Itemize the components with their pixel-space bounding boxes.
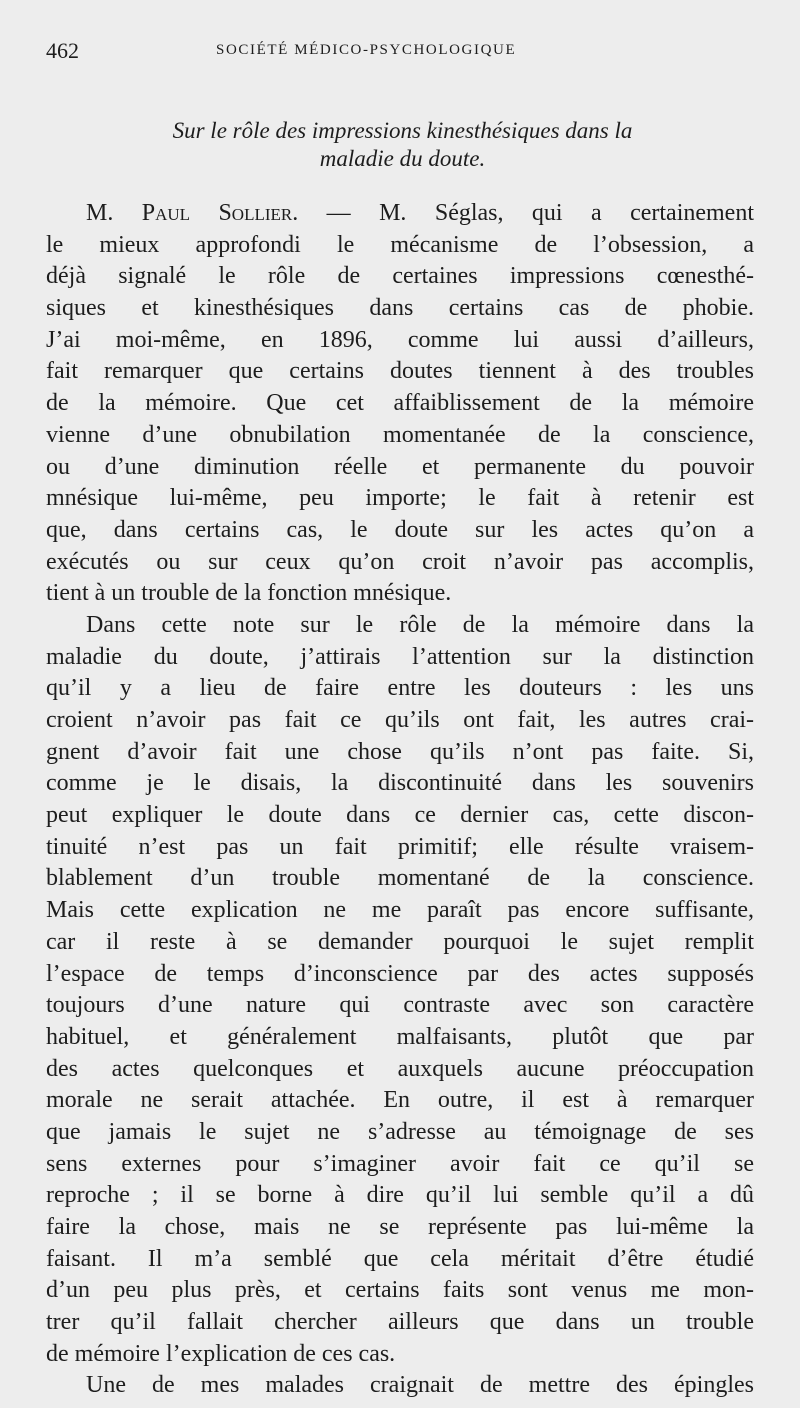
body-line: blablement d’un trouble momentané de la conscience. (46, 865, 754, 892)
section-title-line-1: Sur le rôle des impressions kinesthésiques dans la (172, 118, 633, 143)
article-body (46, 198, 754, 1402)
body-line: siques et kinesthésiques dans certains cas de phobie. (46, 295, 754, 322)
section-title-line-2: maladie du doute. (319, 146, 486, 171)
speaker-name: M. Paul Sollier. (86, 200, 299, 226)
body-line: fait remarquer que certains doutes tiennent à des troubles (46, 358, 754, 385)
body-line: de mémoire l’explication de ces cas. (46, 1340, 396, 1367)
body-line: Dans cette note sur le rôle de la mémoire dans la (86, 611, 754, 638)
body-line: le mieux approfondi le mécanisme de l’obsession, a (46, 231, 754, 258)
body-line: reproche ; il se borne à dire qu’il lui semble qu’il a dû (46, 1182, 754, 1209)
body-line: que jamais le sujet ne s’adresse au témoignage de ses (46, 1118, 754, 1145)
body-line: toujours d’une nature qui contraste avec son caractère (46, 992, 754, 1019)
running-head: SOCIÉTÉ MÉDICO-PSYCHOLOGIQUE (216, 42, 517, 58)
section-title (52, 117, 753, 173)
body-line: comme je le disais, la discontinuité dans les souvenirs (46, 770, 754, 797)
page-number: 462 (46, 38, 79, 63)
body-line: tinuité n’est pas un fait primitif; elle résulte vraisem- (46, 833, 754, 860)
body-line: exécutés ou sur ceux qu’on croit n’avoir pas accomplis, (46, 548, 754, 575)
body-line: peut expliquer le doute dans ce dernier cas, cette discon- (46, 802, 754, 829)
body-line: trer qu’il fallait chercher ailleurs que dans un trouble (46, 1309, 754, 1336)
body-line: faisant. Il m’a semblé que cela méritait d’être étudié (46, 1245, 754, 1272)
body-line: mnésique lui-même, peu importe; le fait à retenir est (46, 485, 754, 512)
body-line: Mais cette explication ne me paraît pas encore suffisante, (46, 897, 754, 924)
body-line (46, 198, 754, 230)
body-line: des actes quelconques et auxquels aucune préoccupation (46, 1055, 754, 1082)
body-line: habituel, et généralement malfaisants, plutôt que par (46, 1023, 754, 1050)
body-line: que, dans certains cas, le doute sur les actes qu’on a (46, 516, 754, 543)
body-line: déjà signalé le rôle de certaines impressions cœnesthé- (46, 263, 754, 290)
body-line: qu’il y a lieu de faire entre les douteurs : les uns (46, 675, 754, 702)
body-line: faire la chose, mais ne se représente pas lui-même la (46, 1214, 754, 1240)
body-line: gnent d’avoir fait une chose qu’ils n’ont pas faite. Si, (46, 738, 754, 765)
body-line: l’espace de temps d’inconscience par des actes supposés (46, 960, 754, 987)
body-line: Une de mes malades craignait de mettre des épingles (86, 1372, 754, 1399)
body-line: tient à un trouble de la fonction mnésique. (46, 580, 452, 607)
body-line: J’ai moi-même, en 1896, comme lui aussi d’ailleurs, (46, 326, 754, 353)
body-line: sens externes pour s’imaginer avoir fait ce qu’il se (46, 1150, 754, 1177)
body-line: ou d’une diminution réelle et permanente du pouvoir (46, 453, 754, 480)
body-line: d’un peu plus près, et certains faits sont venus me mon- (46, 1277, 754, 1304)
body-line: maladie du doute, j’attirais l’attention sur la distinction (46, 643, 754, 670)
body-line: croient n’avoir pas fait ce qu’ils ont fait, les autres crai- (46, 707, 754, 733)
body-line: de la mémoire. Que cet affaiblissement de la mémoire (46, 390, 754, 417)
page-header (46, 38, 755, 68)
body-line: morale ne serait attachée. En outre, il est à remarquer (46, 1087, 754, 1114)
body-line: vienne d’une obnubilation momentanée de la conscience, (46, 421, 754, 448)
body-line-rest: — M. Séglas, qui a certainement (298, 200, 755, 226)
body-line: car il reste à se demander pourquoi le sujet remplit (46, 928, 754, 955)
